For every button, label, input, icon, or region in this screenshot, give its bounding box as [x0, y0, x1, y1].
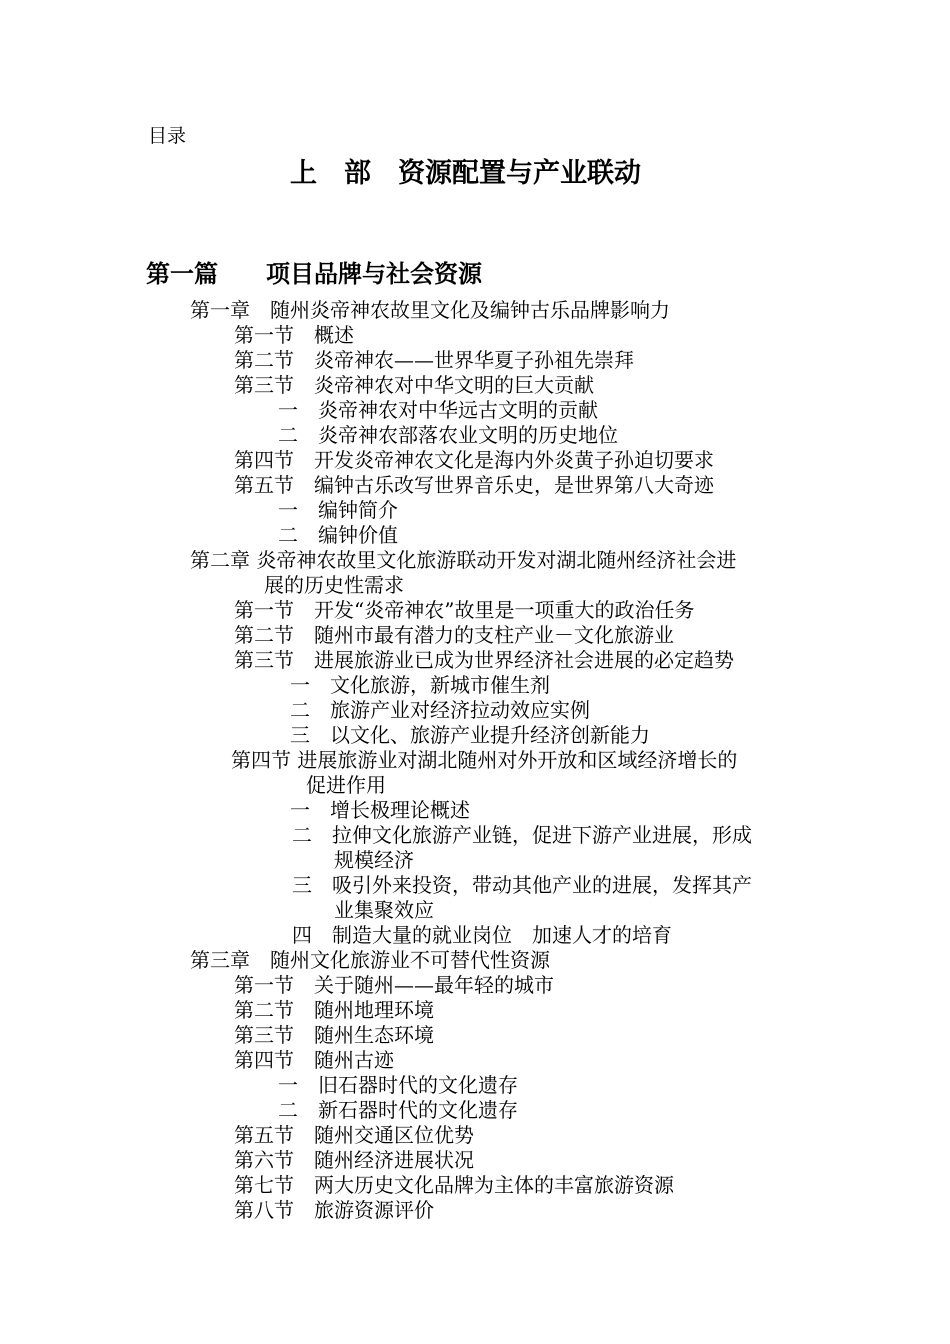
part-title: 上 部 资源配置与产业联动 [290, 158, 641, 189]
ch3-section-2: 第二节 随州地理环境 [234, 998, 434, 1022]
ch3-section-8: 第八节 旅游资源评价 [234, 1198, 434, 1222]
ch3-section-5: 第五节 随州交通区位优势 [234, 1123, 474, 1147]
ch2-section-2: 第二节 随州市最有潜力的支柱产业－文化旅游业 [234, 623, 674, 647]
ch2-section-4-line-2: 促进作用 [306, 773, 386, 797]
ch1-section-3-item-2: 二 炎帝神农部落农业文明的历史地位 [278, 423, 618, 447]
ch2-section-4-item-2-line-1: 二 拉伸文化旅游产业链，促进下游产业进展，形成 [292, 823, 752, 847]
ch2-section-4-item-3-line-1: 三 吸引外来投资，带动其他产业的进展，发挥其产 [292, 873, 752, 897]
chapter-1-title: 第一章 随州炎帝神农故里文化及编钟古乐品牌影响力 [190, 298, 670, 322]
ch2-section-4-item-1: 一 增长极理论概述 [290, 798, 470, 822]
ch1-section-5-item-2: 二 编钟价值 [278, 523, 398, 547]
toc-label: 目录 [148, 125, 187, 147]
ch1-section-3: 第三节 炎帝神农对中华文明的巨大贡献 [234, 373, 594, 397]
ch3-section-6: 第六节 随州经济进展状况 [234, 1148, 474, 1172]
ch1-section-5: 第五节 编钟古乐改写世界音乐史，是世界第八大奇迹 [234, 473, 714, 497]
ch1-section-1: 第一节 概述 [234, 323, 354, 347]
ch2-section-4-line-1: 第四节 进展旅游业对湖北随州对外开放和区域经济增长的 [231, 748, 738, 772]
ch2-section-1: 第一节 开发“炎帝神农”故里是一项重大的政治任务 [234, 598, 695, 622]
ch3-section-4: 第四节 随州古迹 [234, 1048, 394, 1072]
chapter-3-title: 第三章 随州文化旅游业不可替代性资源 [190, 948, 550, 972]
ch2-section-3-item-3: 三 以文化、旅游产业提升经济创新能力 [290, 723, 650, 747]
ch2-section-4-item-4: 四 制造大量的就业岗位 加速人才的培育 [292, 923, 672, 947]
ch1-section-2: 第二节 炎帝神农——世界华夏子孙祖先崇拜 [234, 348, 634, 372]
ch2-section-3-item-2: 二 旅游产业对经济拉动效应实例 [290, 698, 590, 722]
ch1-section-3-item-1: 一 炎帝神农对中华远古文明的贡献 [278, 398, 598, 422]
ch3-section-4-item-1: 一 旧石器时代的文化遗存 [278, 1073, 518, 1097]
ch3-section-4-item-2: 二 新石器时代的文化遗存 [278, 1098, 518, 1122]
ch2-section-3-item-1: 一 文化旅游，新城市催生剂 [290, 673, 550, 697]
ch2-section-4-item-3-line-2: 业集聚效应 [334, 898, 434, 922]
ch3-section-1: 第一节 关于随州——最年轻的城市 [234, 973, 554, 997]
ch3-section-7: 第七节 两大历史文化品牌为主体的丰富旅游资源 [234, 1173, 674, 1197]
book-title: 第一篇 项目品牌与社会资源 [146, 260, 482, 288]
ch3-section-3: 第三节 随州生态环境 [234, 1023, 434, 1047]
ch1-section-4: 第四节 开发炎帝神农文化是海内外炎黄子孙迫切要求 [234, 448, 714, 472]
ch2-section-4-item-2-line-2: 规模经济 [334, 848, 414, 872]
chapter-2-title-line-2: 展的历史性需求 [264, 573, 404, 597]
ch2-section-3: 第三节 进展旅游业已成为世界经济社会进展的必定趋势 [234, 648, 734, 672]
ch1-section-5-item-1: 一 编钟简介 [278, 498, 398, 522]
chapter-2-title-line-1: 第二章 炎帝神农故里文化旅游联动开发对湖北随州经济社会进 [190, 548, 737, 572]
